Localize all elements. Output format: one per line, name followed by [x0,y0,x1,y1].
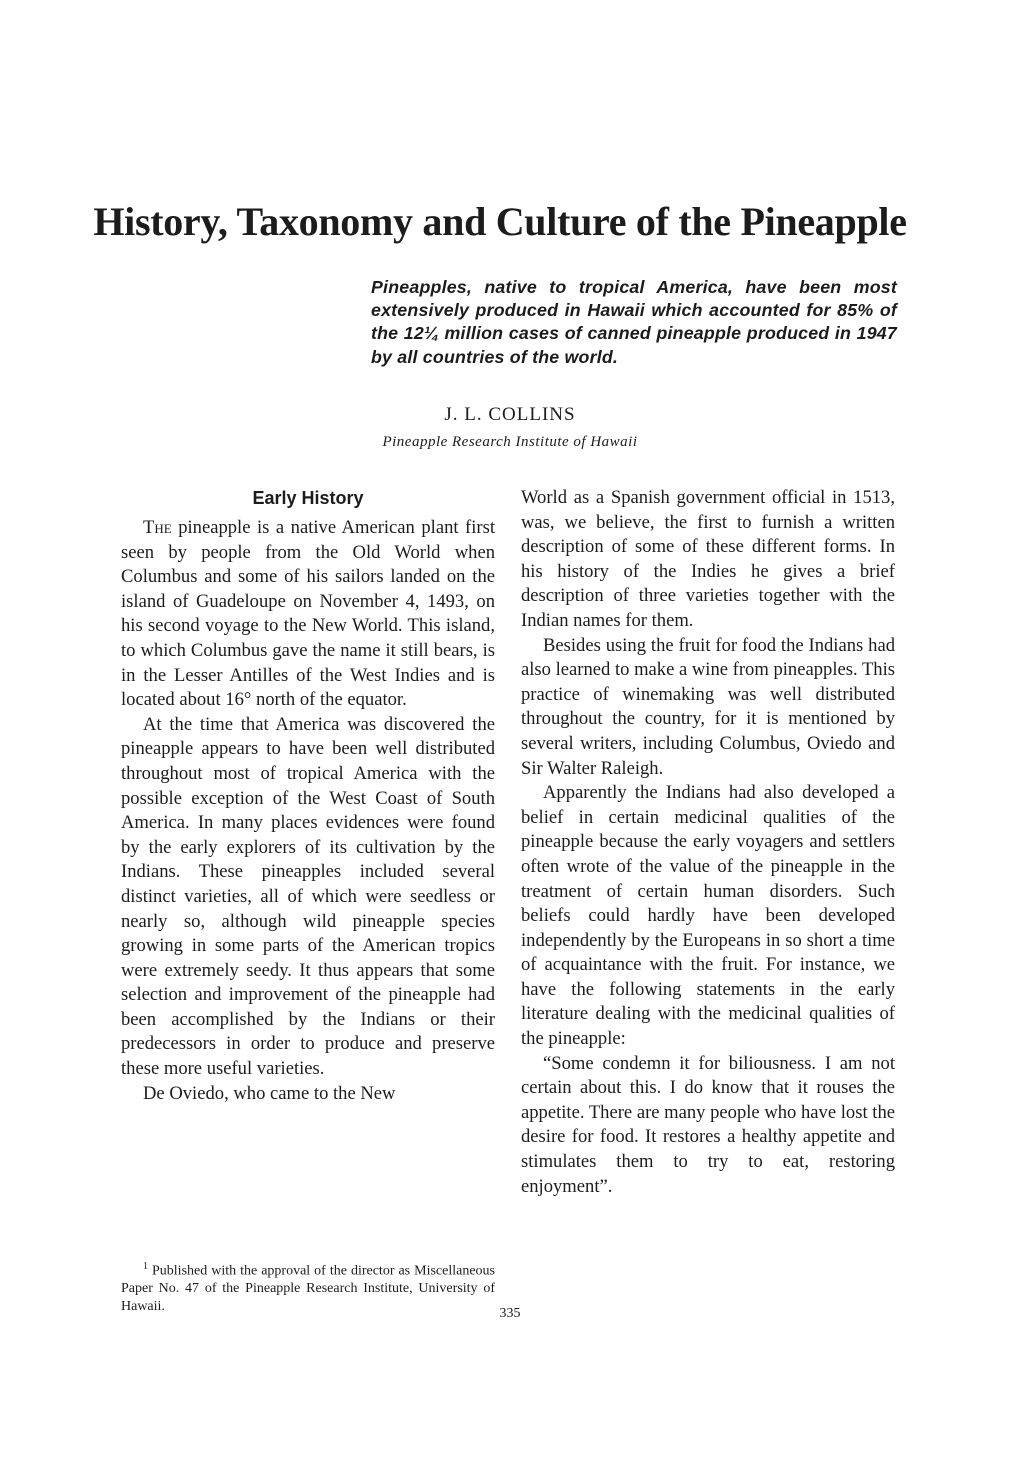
paragraph-lead-word: The [143,517,172,538]
author-name: J. L. COLLINS [444,404,576,425]
body-paragraph [121,516,495,713]
article-abstract: Pineapples, native to tropical America, have been most extensively produced in Hawaii which accounted for 85% of the 12¼ million cases of canned pineapple produced in 1947 by all countries of the world. [371,277,897,367]
left-column [121,486,495,1106]
quoted-paragraph: “Some condemn it for biliousness. I am not certain about this. I do know that it rouses the appetite. There are many people who have lost the desire for food. It restores a healthy appetite and stimulates them to try to eat, restoring enjoyment”. [521,1052,895,1197]
article-title: History, Taxonomy and Culture of the Pineapple [93,199,907,244]
footnote-text: Published with the approval of the director as Miscellaneous Paper No. 47 of the Pineapple Research Institute, University of Hawaii. [121,1263,496,1314]
body-paragraph: Besides using the fruit for food the Indians had also learned to make a wine from pineapples. This practice of winemaking was well distributed throughout the country, for it is mentioned by several writers, including Columbus, Oviedo and Sir Walter Raleigh. [521,634,895,779]
section-heading: Early History [252,488,364,508]
paragraph-text: pineapple is a native American plant first seen by people from the Old World when Columbus and some of his sailors landed on the island of Guadeloupe on November 4, 1493, on his second voyage to the New World. This island, to which Columbus gave the name it still bears, is in the Lesser Antilles of the West Indies and is located about 16° north of the equator. [121,517,495,711]
body-paragraph: World as a Spanish government official in 1513, was, we believe, the first to furnish a written description of some of these different forms. In his history of the Indies he gives a brief description of three varieties together with the Indian names for them. [521,487,895,631]
body-paragraph: At the time that America was discovered the pineapple appears to have been well distributed throughout most of tropical America with the possible exception of the West Coast of South America. In many places evidences were found by the early explorers of its cultivation by the Indians. These pineapples included several distinct varieties, all of which were seedless or nearly so, although wild pineapple species growing in some parts of the American tropics were extremely seedy. It thus appears that some selection and improvement of the pineapple had been accomplished by the Indians or their predecessors in order to produce and preserve these more useful varieties. [121,713,495,1080]
body-paragraph: Apparently the Indians had also developed a belief in certain medicinal qualities of the pineapple because the early voyagers and settlers often wrote of the value of the pineapple in the treatment of certain human disorders. Such beliefs could hardly have been developed independently by the Europeans in so short a time of acquaintance with the fruit. For instance, we have the following statements in the early literature dealing with the medicinal qualities of the pineapple: [521,782,895,1050]
footnote-marker: 1 [143,1261,148,1272]
body-paragraph: De Oviedo, who came to the New [143,1082,396,1104]
page-number: 335 [499,1306,521,1321]
author-affiliation: Pineapple Research Institute of Hawaii [382,434,638,450]
right-column [521,486,895,1199]
footnote [121,1258,495,1315]
